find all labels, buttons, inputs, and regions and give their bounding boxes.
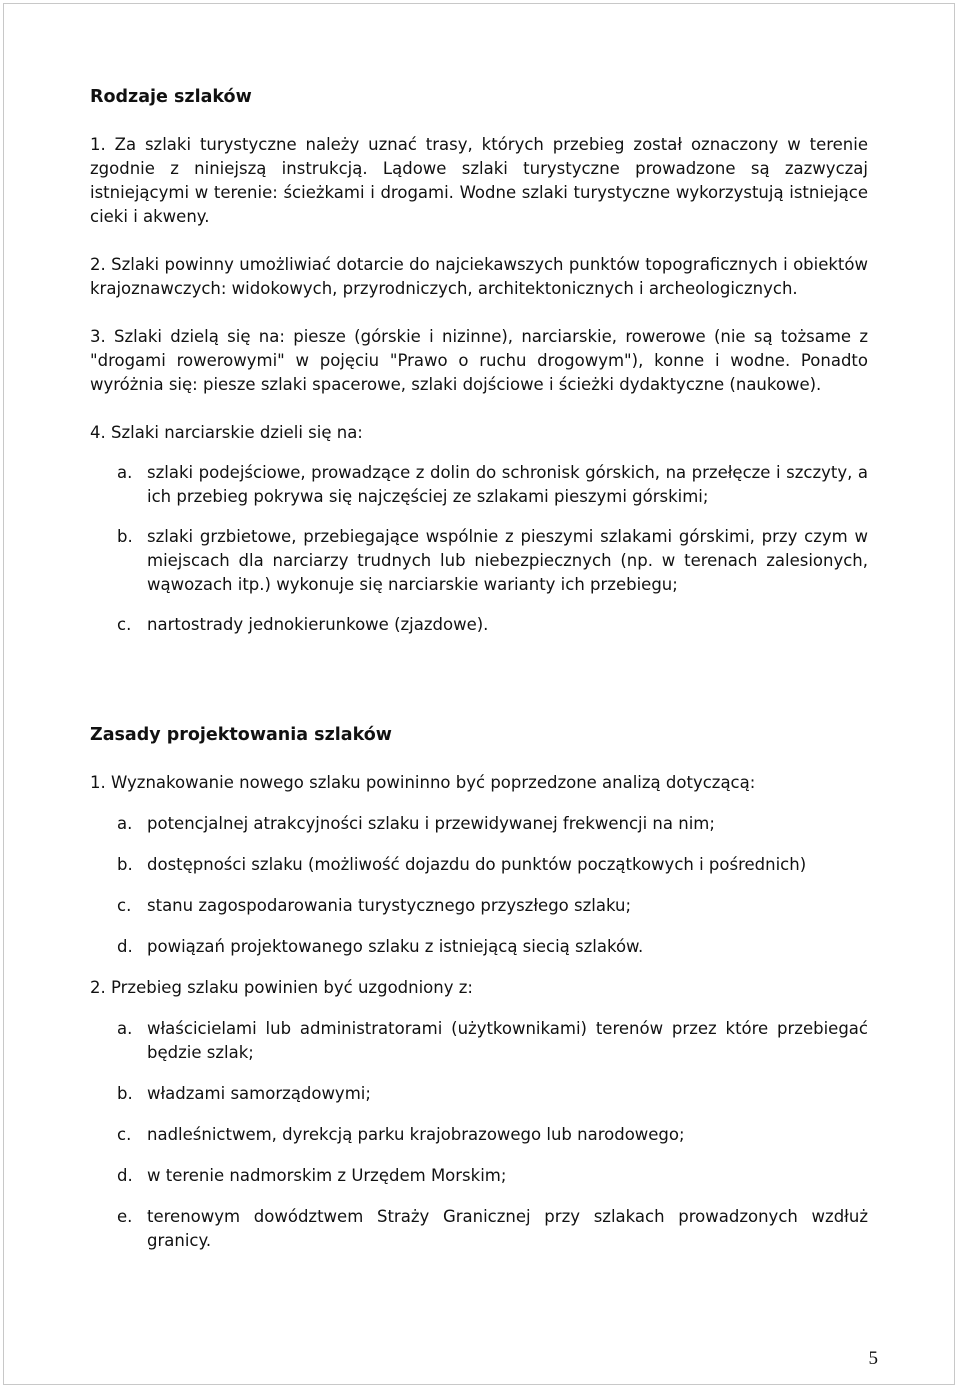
- list-text: dostępności szlaku (możliwość dojazdu do punktów początkowych i pośrednich): [147, 855, 807, 874]
- list-item: [90, 812, 868, 836]
- list-text: szlaki podejściowe, prowadzące z dolin do schronisk górskich, na przełęcze i szczyty, a ich przebieg pokrywa się najczęściej ze szlakami pieszymi górskimi;: [147, 463, 868, 506]
- paragraph-5: 1. Wyznakowanie nowego szlaku powininno być poprzedzone analizą dotyczącą:: [90, 773, 756, 792]
- list-letter: a.: [117, 814, 133, 833]
- list-letter: a.: [117, 1019, 133, 1038]
- list-item: [90, 1205, 868, 1253]
- list-letter: c.: [117, 1125, 132, 1144]
- list-letter: c.: [117, 615, 132, 634]
- list-text: właścicielami lub administratorami (użytkownikami) terenów przez które przebiegać będzie szlak;: [147, 1019, 868, 1062]
- list-text: nartostrady jednokierunkowe (zjazdowe).: [147, 615, 489, 634]
- list-letter: b.: [117, 527, 133, 546]
- list-text: szlaki grzbietowe, przebiegające wspólnie z pieszymi szlakami górskimi, przy czym w miejscach dla narciarzy trudnych lub niebezpiecznych (np. w terenach zalesionych, wąwozach itp.) wykonuje się narciarskie warianty ich przebiegu;: [147, 527, 868, 594]
- document-content: [90, 85, 868, 1253]
- list-item: [90, 1123, 868, 1147]
- list-text: władzami samorządowymi;: [147, 1084, 371, 1103]
- list-letter: b.: [117, 1084, 133, 1103]
- list-item: [90, 1164, 868, 1188]
- paragraph-4: 4. Szlaki narciarskie dzieli się na:: [90, 423, 363, 442]
- list-item: [90, 1017, 868, 1065]
- paragraph-1: 1. Za szlaki turystyczne należy uznać trasy, których przebieg został oznaczony w terenie zgodnie z niniejszą instrukcją. Lądowe szlaki turystyczne prowadzone są zazwyczaj istniejącymi w terenie: ścieżkami i drogami. Wodne szlaki turystyczne wykorzystują istniejące cieki i akweny.: [90, 135, 868, 226]
- list-letter: a.: [117, 463, 133, 482]
- list-item: [90, 613, 868, 637]
- list-text: stanu zagospodarowania turystycznego przyszłego szlaku;: [147, 896, 632, 915]
- paragraph-3: 3. Szlaki dzielą się na: piesze (górskie i nizinne), narciarskie, rowerowe (nie są tożsame z "drogami rowerowymi" w pojęciu "Prawo o ruchu drogowym"), konne i wodne. Ponadto wyróżnia się: piesze szlaki spacerowe, szlaki dojściowe i ścieżki dydaktyczne (naukowe).: [90, 327, 868, 394]
- list-text: powiązań projektowanego szlaku z istniejącą siecią szlaków.: [147, 937, 644, 956]
- list-letter: e.: [117, 1207, 133, 1226]
- list-letter: d.: [117, 937, 133, 956]
- list-item: [90, 1082, 868, 1106]
- list-item: [90, 853, 868, 877]
- list-item: [90, 935, 868, 959]
- list-letter: b.: [117, 855, 133, 874]
- list-letter: d.: [117, 1166, 133, 1185]
- list-letter: c.: [117, 896, 132, 915]
- page-number: 5: [868, 1348, 878, 1369]
- list-item: [90, 461, 868, 509]
- list-text: terenowym dowództwem Straży Granicznej przy szlakach prowadzonych wzdłuż granicy.: [147, 1207, 868, 1250]
- paragraph-2: 2. Szlaki powinny umożliwiać dotarcie do najciekawszych punktów topograficznych i obiektów krajoznawczych: widokowych, przyrodniczych, architektonicznych i archeologicznych.: [90, 255, 868, 298]
- list-text: potencjalnej atrakcyjności szlaku i przewidywanej frekwencji na nim;: [147, 814, 715, 833]
- section-title-trail-types: Rodzaje szlaków: [90, 87, 252, 107]
- paragraph-6: 2. Przebieg szlaku powinien być uzgodniony z:: [90, 978, 473, 997]
- list-text: nadleśnictwem, dyrekcją parku krajobrazowego lub narodowego;: [147, 1125, 685, 1144]
- list-text: w terenie nadmorskim z Urzędem Morskim;: [147, 1166, 507, 1185]
- list-item: [90, 894, 868, 918]
- section-title-design-rules: Zasady projektowania szlaków: [90, 725, 392, 745]
- list-item: [90, 525, 868, 597]
